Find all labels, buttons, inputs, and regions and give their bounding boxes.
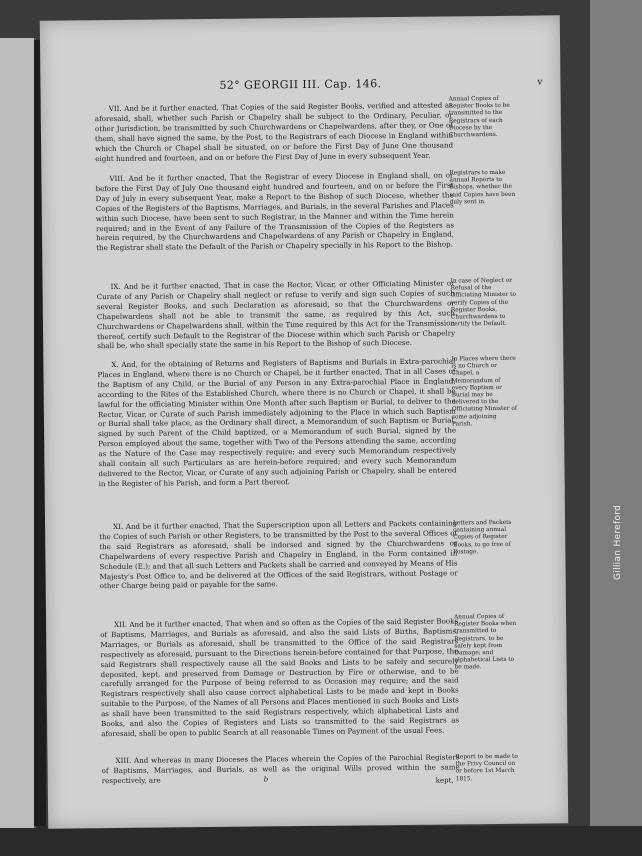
facing-page (0, 38, 36, 828)
margin-note-xi: Letters and Packets containing annual Copies of Register Books, to go free of Postage. (453, 519, 512, 556)
page-number: v (537, 77, 543, 88)
margin-note-ix: In case of Neglect or Refusal of the Officiating Minister to verify Copies of the Register Books, Churchwardens to certify the Default. (450, 277, 517, 328)
background-right (590, 0, 642, 856)
section-xii: XII. And be it further enacted, That when and so often as the Copies of the said Register Books of Baptisms, Marriages, and Burials as aforesaid, and also the said Lists of Births, Baptisms, Marriages, or Burials as aforesaid, shall be transmitted to the Office of the said Registrars respectively as aforesaid, pursuant to the Directions herein-before contained for that Purpose, the said Registrars shall respectively cause all the said Books and Lists to be safely and securely deposited, kept, and preserved from Damage or Destruction by Fire or otherwise, and to be carefully arranged for the Purpose of being referred to as Occasion may require; and the said Registrars respectively shall also cause correct alphabetical Lists to be made and kept in Books suitable to the Purpose, of the Names of all Persons and Places mentioned in such Books and Lists as shall have been transmitted to the said Registrars respectively, which alphabetical Lists and Books, and also the Copies of Registers and Lists so transmitted to the said Registrars as aforesaid, shall be open to public Search at all reasonable Times on Payment of the usual Fees. (100, 616, 460, 739)
document-page (40, 15, 568, 828)
section-ix: IX. And be it further enacted, That in case the Rector, Vicar, or other Officiating Minister or Curate of any Parish or Chapelry shall neglect or refuse to verify and sign such Copies of such several Register Books, and such Declaration as aforesaid, so that the Churchwardens or Chapelwardens shall not be able to transmit the same, as required by this Act, such Churchwardens or Chapelwardens shall, within the Time required by this Act for the Transmission thereof, certify such Default to the Registrar of the Diocese within which such Parish or Chapelry shall be, who shall specially state the same in his Report to the Bishop of such Diocese. (96, 278, 456, 351)
section-viii: VIII. And be it further enacted, That the Registrar of every Diocese in England shall, on or before the First Day of July One thousand eight hundred and fourteen, and on or before the First Day of July in every subsequent Year, make a Report to the Bishop of such Diocese, whether the Copies of the Registers of the Baptisms, Marriages, and Burials, in the several Parishes and Places within such Diocese, have been sent to such Registrar, in the Manner and within the Time herein required; and in the Event of any Failure of the Transmission of the Copies of the Registers as herein required, by the Churchwardens and Chapelwardens of any Parish or Chapelry in England, the Registrar shall state the Default of the Parish or Chapelry specially in his Report to the Bishop. (95, 170, 455, 253)
page-header: 52° GEORGII III. Cap. 146. (219, 77, 382, 92)
margin-note-xii: Annual Copies of Register Books when transmitted to Registrars, to be safely kept from Damage; and alphabetical Lists to be made. (454, 613, 517, 671)
margin-note-viii: Registrars to make annual Reports to Bishops, whether the said Copies have been duly sent in. (449, 169, 516, 206)
margin-note-xiii: Report to be made to the Privy Council on or before 1st March 1815. (455, 753, 518, 783)
section-vii: VII. And be it further enacted, That Copies of the said Register Books, verified and attested as aforesaid, shall, whether such Parish or Chapelry shall be subject to the Ordinary, Peculiar, or other Jurisdiction, be transmitted by such Churchwardens or Chapelwardens, after they, or One of them, shall have signed the same, by the Post, to the Registrars of each Diocese in England within which the Church or Chapel shall be situated, on or before the First Day of June One thousand eight hundred and fourteen, and on or before the First Day of June in every subsequent Year. (94, 100, 454, 163)
margin-note-vii: Annual Copies of Register Books to be transmitted to the Registrars of each Diocese by the Churchwardens. (448, 95, 510, 139)
section-xiii: XIII. And whereas in many Dioceses the Places wherein the Copies of the Parochial Registers of Baptisms, Marriages, and Burials, as well as the original Wills proved within the same respectively, are (101, 752, 460, 785)
margin-note-x: In Places where there is no Church or Chapel, a Memorandum of every Baptism or Burial may be delivered to the Officiating Minister of some adjoining Parish. (451, 355, 518, 428)
section-x: X. And, for the obtaining of Returns and Registers of Baptisms and Burials in Extra-parochial Places in England, where there is no Church or Chapel, be it further enacted, That in all Cases of the Baptism of any Child, or the Burial of any Person in any Extra-parochial Place in England, according to the Rites of the Established Church, where there is no Church or Chapel, it shall be lawful for the officiating Minister within One Month after such Baptism or Burial, to deliver to the Rector, Vicar, or Curate of such Parish immediately adjoining to the Place in which such Baptism or Burial shall take place, as the Ordinary shall direct, a Memorandum of such Baptism or Burial, signed by such Parent of the Child baptized, or a Memorandum of such Burial, signed by the Person employed about the same, together with Two of the Persons attending the same, according as the Nature of the Case may respectively require; and every such Memorandum respectively shall contain all such Particulars as are herein-before required; and every such Memorandum delivered to the Rector, Vicar, or Curate of any such adjoining Parish or Chapelry, shall be entered in the Register of his Parish, and form a Part thereof. (97, 356, 457, 489)
signature-mark: b (263, 775, 269, 784)
watermark-text: Gillian Hereford (613, 504, 623, 580)
catchword: kept, (435, 776, 454, 785)
background-bottom (0, 826, 642, 856)
section-xi: XI. And be it further enacted, That the Superscription upon all Letters and Packets containing the Copies of such Parish or other Registers, to be transmitted by the Post to the several Offices of the said Registrars as aforesaid, shall be indorsed and signed by the Churchwardens or Chapelwardens of every respective Parish and Chapelry in England, in the Form contained in Schedule (E.); and that all such Letters and Packets shall be carried and conveyed by Means of His Majesty's Post Office to, and be delivered at the Offices of the said Registrars, without Postage or other Charge being paid or payable for the same. (99, 518, 458, 591)
